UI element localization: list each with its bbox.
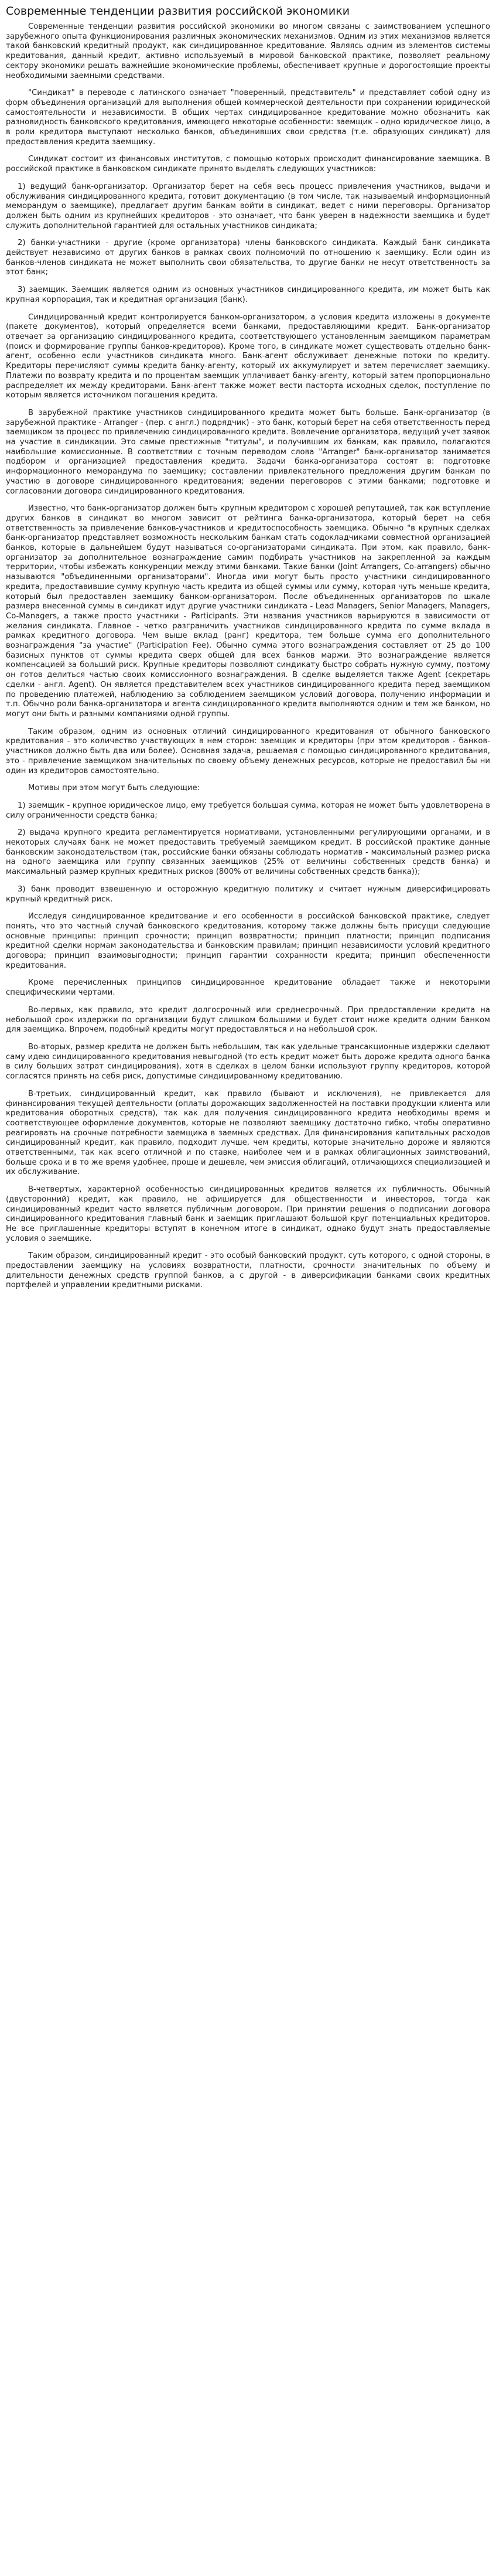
article-title: Современные тенденции развития российской экономики (6, 5, 350, 18)
list-item-borrower: 3) заемщик. Заемщик является одним из основных участников синдицированного кредита, им может быть как крупная корпорация, так и кредитная организация (банк). (6, 285, 490, 304)
paragraph-syndicate-definition: "Синдикат" в переводе с латинского означает "поверенный, представитель" и представляет собой одну из форм объединения организаций для выполнения общей коммерческой деятельности при сохранении юридической самостоятельности и независимости. В общих чертах синдицированное кредитование можно обозначить как разновидность банковского кредитования, имеющего некоторые особенности: заемщик - одно юридическое лицо, а в роли кредитора выступают несколько банков, объединивших свои средства (т.е. образующих синдикат) для предоставления кредита заемщику. (6, 89, 490, 147)
paragraph-feature-4: В-четвертых, характерной особенностью синдицированных кредитов является их публичность. Обычный (двусторонний) кредит, как правило, не афишируется для общественности и инвесторов, тогда как синдицированный кредит часто является публичным договором. При принятии решения о подписании договора синдицированного кредитования главный банк и заемщик приглашают большой круг потенциальных кредиторов. Не все приглашенные кредиторы вступят в конечном итоге в синдикат, однако будут знать предоставляемые условия о заемщике. (6, 1185, 490, 1243)
paragraph-main-difference: Таким образом, одним из основных отличий синдицированного кредитования от обычного банковского кредитования - это количество участвующих в нем сторон: заемщик и кредиторы (при этом кредиторов - банков-участников должно быть два или более). Основная задача, решаемая с помощью синдицированного кредитования, это - привлечение заемщиком значительных по своему объему денежных ресурсов, которые не предоставил бы ни один из кредиторов самостоятельно. (6, 727, 490, 775)
article-body (6, 22, 490, 1291)
paragraph-intro: Современные тенденции развития российской экономики во многом связаны с заимствованием успешного зарубежного опыта функционирования различных экономических механизмов. Одним из этих механизмов является такой банковский кредитный продукт, как синдицированное кредитование. Являясь одним из элементов системы кредитования, данный кредит, активно используемый в мировой банковской практике, позволяет реальному сектору экономики решать важнейшие экономические проблемы, обеспечивает крупные и дорогостоящие проекты необходимыми заемными средствами. (6, 22, 490, 80)
paragraph-motives-intro: Мотивы при этом могут быть следующие: (28, 784, 200, 793)
paragraph-feature-3: В-третьих, синдицированный кредит, как правило (бывают и исключения), не привлекается для финансирования текущей деятельности (оплаты дорожающих задолженностей на поставки продукции клиента или кредитования оборотных средств), так как для получения синдицированного кредита необходимы время и соответствующее оформление документов, которые не позволяют заемщику достаточно гибко, чтобы оперативно реагировать на срочные потребности заемщика в заемных средствах. Для финансирования капитальных расходов синдицированный кредит, как правило, подходит лучше, чем кредиты, которые значительно дороже и являются ответственными, так как всего отличной и по ставке, наиболее чем и в рамках облигационных заимствований, больше срока и в то же время удобнее, проще и дешевле, чем эмиссия облигаций, отличающихся специализацией и их обслуживание. (6, 1089, 490, 1177)
list-item-motive-3: 3) банк проводит взвешенную и осторожную кредитную политику и считает нужным диверсифицировать крупный кредитный риск. (6, 884, 490, 904)
paragraph-feature-2: Во-вторых, размер кредита не должен быть небольшим, так как удельные трансакционные издержки сделают саму идею синдицированного кредитования невыгодной (то есть кредит может быть дороже кредита одного банка в силу больших затрат синдицирования), хотя в сделках в целом банки используют группу кредиторов, которой согласятся принять на себя риск, допустимые синдицированному кредитованию. (6, 1042, 490, 1081)
list-item-lead-arranger: 1) ведущий банк-организатор. Организатор берет на себя весь процесс привлечения участников, выдачи и обслуживания синдицированного кредита, готовит документацию (в том числе, так называемый информационный меморандум о заемщике), предлагает другим банкам войти в синдикат, ведет с ними переговоры. Организатор должен быть одним из крупнейших кредиторов - это означает, что банк уверен в надежности заемщика и будет служить дополнительной гарантией для остальных участников синдиката; (6, 182, 490, 230)
paragraph-arranger-reputation: Известно, что банк-организатор должен быть крупным кредитором с хорошей репутацией, так как вступление других банков в синдикат во многом зависит от рейтинга банка-организатора, который берет на себя ответственность за привлечение банков-участников и кредитоспособность заемщика. Обычно "в крупных сделках банк-организатор представляет возможность нескольким банкам стать содокладчиками совместной организацией банков, которые в дальнейшем будут называться со-организаторами синдиката. При этом, как правило, банк-организатор за дополнительное вознаграждение самим подбирать участников на закрепленной за каждым территории, чтобы избежать конкуренции между этими банками. Такие банки (Joint Arrangers, Co-arrangers) обычно называются "объединенными организаторами". Иногда ими могут быть просто участники синдицированного кредита, предоставившие сумму крупную часть кредита из общей суммы или сумму, которая чуть меньше кредита, который был предоставлен заемщику банком-организатором. После объединенных организаторов по шкале размера внесенной суммы в синдикат идут другие участники синдиката - Lead Managers, Senior Managers, Managers, Co-Managers, а также просто участники - Participants. Эти названия участников варьируются в зависимости от желания синдиката. Главное - четко разграничить участников синдицированного кредита по сумме вклада в рамках кредитного договора. Чем выше вклад (ранг) кредитора, тем больше сумма его дополнительного вознаграждения "за участие" (Participation Fee). Обычно сумма этого вознаграждения составляет от 25 до 100 базисных пунктов от суммы кредита сверх общей для всех банков маржи. Это вознаграждение является компенсацией за больший риск. Крупные кредиторы позволяют синдикату быстро собрать нужную сумму, поэтому он готов делиться частью своих комиссионного вознаграждения. В сделке выделяется также Agent (секретарь сделки - англ. Agent). Он является представителем всех участников синдицированного кредита перед заемщиком по проведению платежей, наблюдению за соблюдением заемщиком условий договора, получению информации и т.п. Обычно роли банка-организатора и агента синдицированного кредита выполняются одним и тем же банком, но могут они быть и разными компаниями одной группы. (6, 504, 490, 719)
paragraph-agent-bank: Синдицированный кредит контролируется банком-организатором, а условия кредита изложены в документе (пакете документов), который определяется всеми банками, предоставляющими кредит. Банк-организатор отвечает за организацию синдицированного кредита, соответствующего установленным заемщиком параметрам (поиск и формирование группы банков-кредиторов). Кроме того, в синдикате может существовать отдельно банк-агент, особенно если участников синдиката много. Банк-агент обслуживает денежные потоки по кредиту. Кредиторы перечисляют суммы кредита банку-агенту, который их аккумулирует и затем перечисляет заемщику. Платежи по возврату кредита и по процентам заемщик уплачивает банку-агенту, который затем пропорционально распределяет их между кредиторами. Банк-агент также может вести пасторта исходных сделок, поступление по которым является источником погашения кредита. (6, 312, 490, 400)
paragraph-specific-features: Кроме перечисленных принципов синдицированное кредитование обладает также и некоторыми специфическими чертами. (6, 978, 490, 998)
paragraph-conclusion: Таким образом, синдицированный кредит - это особый банковский продукт, суть которого, с одной стороны, в предоставлении заемщику на условиях возвратности, платности, срочности значительных по объему и длительности денежных средств группой банков, а с другой - в диверсификации банками своих кредитных портфелей и управлении кредитными рисками. (6, 1251, 490, 1290)
paragraph-participants-intro: Синдикат состоит из финансовых институтов, с помощью которых происходит финансирование заемщика. В российской практике в банковском синдикате принято выделять следующих участников: (6, 155, 490, 174)
paragraph-foreign-practice: В зарубежной практике участников синдицированного кредита может быть больше. Банк-организатор (в зарубежной практике - Arranger - (пер. с англ.) подрядчик) - это банк, который берет на себя ответственность перед заемщиком за процесс по привлечению синдицированного кредита. Вовлечение организатора, ведущий учет заявок на участие в синдикации. Это самые престижные "титулы", и получившим их банкам, как правило, полагаются наибольшие комиссионные. В соответствии с точным переводом слова "Arranger" банк-организатор занимается подбором и организацией предоставления кредита. Задачи банка-организатора состоят в: подготовке информационного меморандума по заемщику; составлении привлекательного предложения другим банкам по участию в договоре синдицированного кредитования; ведении переговоров с этими банками; подготовке и согласовании договора синдицированного кредитования. (6, 408, 490, 496)
list-item-participant-banks: 2) банки-участники - другие (кроме организатора) члены банковского синдиката. Каждый банк синдиката действует независимо от других банков в рамках своих полномочий по отношению к заемщику. Если один из банков-членов синдиката не может выполнить свои обязательства, то другие банки не несут ответственность за этот банк; (6, 239, 490, 277)
paragraph-feature-1: Во-первых, как правило, это кредит долгосрочный или среднесрочный. При предоставлении кредита на небольшой срок издержки по организации будут слишком большими и будет стоит ниже кредита одним банком для заемщика. Впрочем, подобный кредиты могут предоставляться и на небольшой срок. (6, 1005, 490, 1035)
list-item-motive-2: 2) выдача крупного кредита регламентируется нормативами, установленными регулирующими органами, и в некоторых случаях банк не может предоставить требуемый заемщиком кредит. В российской практике данные банковским законодательством (так, российские банки обязаны соблюдать норматив - максимальный размер риска на одного заемщика или группу связанных заемщиков (25% от величины собственных средств банка) и максимальный размер крупных кредитных рисков (800% от величины собственных средств банка)); (6, 828, 490, 877)
list-item-motive-1: 1) заемщик - крупное юридическое лицо, ему требуется большая сумма, которая не может быть удовлетворена в силу ограниченности средств банка; (6, 801, 490, 820)
paragraph-principles: Исследуя синдицированное кредитование и его особенности в российской банковской практике, следует понять, что это частный случай банковского кредитования, которому также должны быть присущи следующие основные принципы: принцип срочности; принцип возвратности; принцип платности; принцип подписания кредитной сделки нормам законодательства и банковским правилам; принцип независимости условий кредитного договора; принцип взаимовыгодности; принцип гарантии сохранности кредита; принцип обеспеченности кредитования. (6, 912, 490, 970)
